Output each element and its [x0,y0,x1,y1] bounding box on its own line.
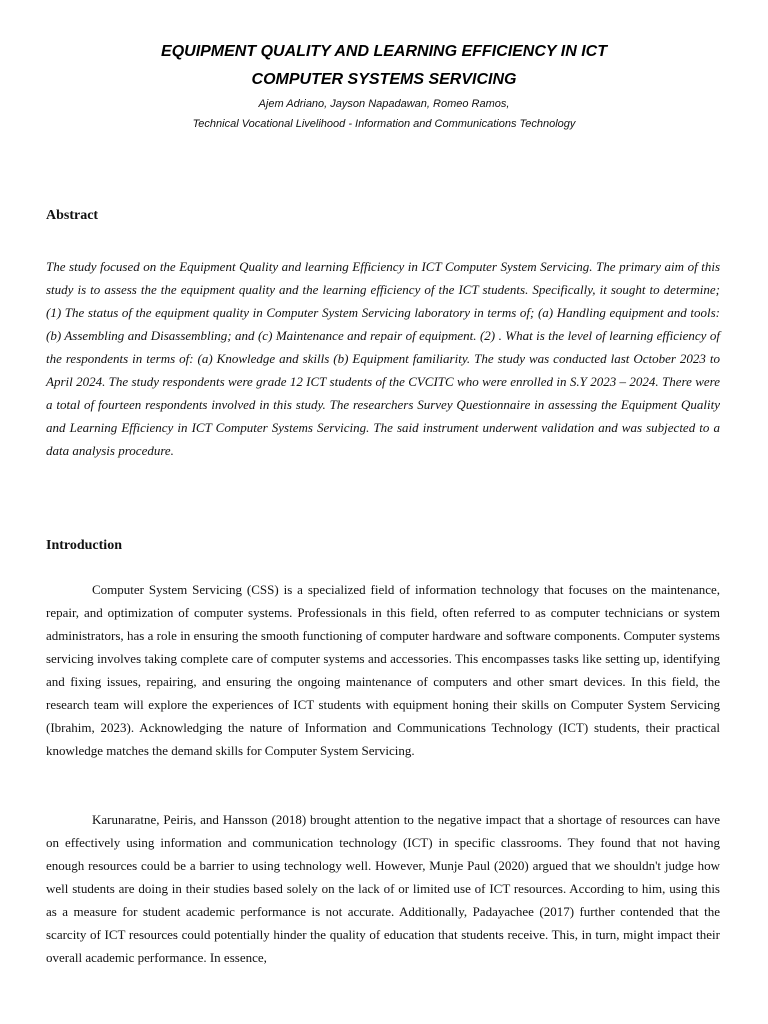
abstract-body: The study focused on the Equipment Quality and learning Efficiency in ICT Computer System Servicing. The primary aim of this study is to assess the the equipment quality and the learning efficiency of the ICT students. Specifically, it sought to determine; (1) The status of the equipment quality in Computer System Servicing laboratory in terms of; (a) Handling equipment and tools: (b) Assembling and Disassembling; and (c) Maintenance and repair of equipment. (2) . What is the level of learning efficiency of the respondents in terms of: (a) Knowledge and skills (b) Equipment familiarity. The study was conducted last October 2023 to April 2024. The study respondents were grade 12 ICT students of the CVCITC who were enrolled in S.Y 2023 – 2024. There were a total of fourteen respondents involved in this study. The researchers Survey Questionnaire in assessing the Equipment Quality and Learning Efficiency in ICT Computer Systems Servicing. The said instrument underwent validation and was subjected to a data analysis procedure. [46,259,720,458]
paper-authors: Ajem Adriano, Jayson Napadawan, Romeo Ramos, [258,98,510,110]
introduction-paragraph-1: Computer System Servicing (CSS) is a specialized field of information technology that focuses on the maintenance, repair, and optimization of computer systems. Professionals in this field, often referred to as computer technicians or system administrators, has a role in ensuring the smooth functioning of computer hardware and software components. Computer systems servicing involves taking complete care of computer systems and accessories. This encompasses tasks like setting up, identifying and fixing issues, repairing, and ensuring the ongoing maintenance of computers and other smart devices. In this field, the research team will explore the experiences of ICT students with equipment honing their skills on Computer System Servicing (Ibrahim, 2023). Acknowledging the nature of Information and Communications Technology (ICT) students, their practical knowledge matches the demand skills for Computer System Servicing. [46,582,720,758]
paper-title-line-1: EQUIPMENT QUALITY AND LEARNING EFFICIENCY IN ICT [161,43,607,60]
introduction-heading: Introduction [46,538,122,553]
paper-affiliation: Technical Vocational Livelihood - Information and Communications Technology [192,118,576,130]
introduction-paragraph-2: Karunaratne, Peiris, and Hansson (2018) brought attention to the negative impact that a shortage of resources can have on effectively using information and communication technology (ICT) in specific classrooms. They found that not having enough resources could be a barrier to using technology well. However, Munje Paul (2020) argued that we shouldn't judge how well students are doing in their studies based solely on the lack of or limited use of ICT resources. According to him, using this as a measure for student academic performance is not accurate. Additionally, Padayachee (2017) further contended that the scarcity of ICT resources could potentially hinder the quality of education that students receive. This, in turn, might impact their overall academic performance. In essence, [46,812,720,965]
abstract-heading: Abstract [46,208,99,223]
paper-title-line-2: COMPUTER SYSTEMS SERVICING [251,71,517,88]
